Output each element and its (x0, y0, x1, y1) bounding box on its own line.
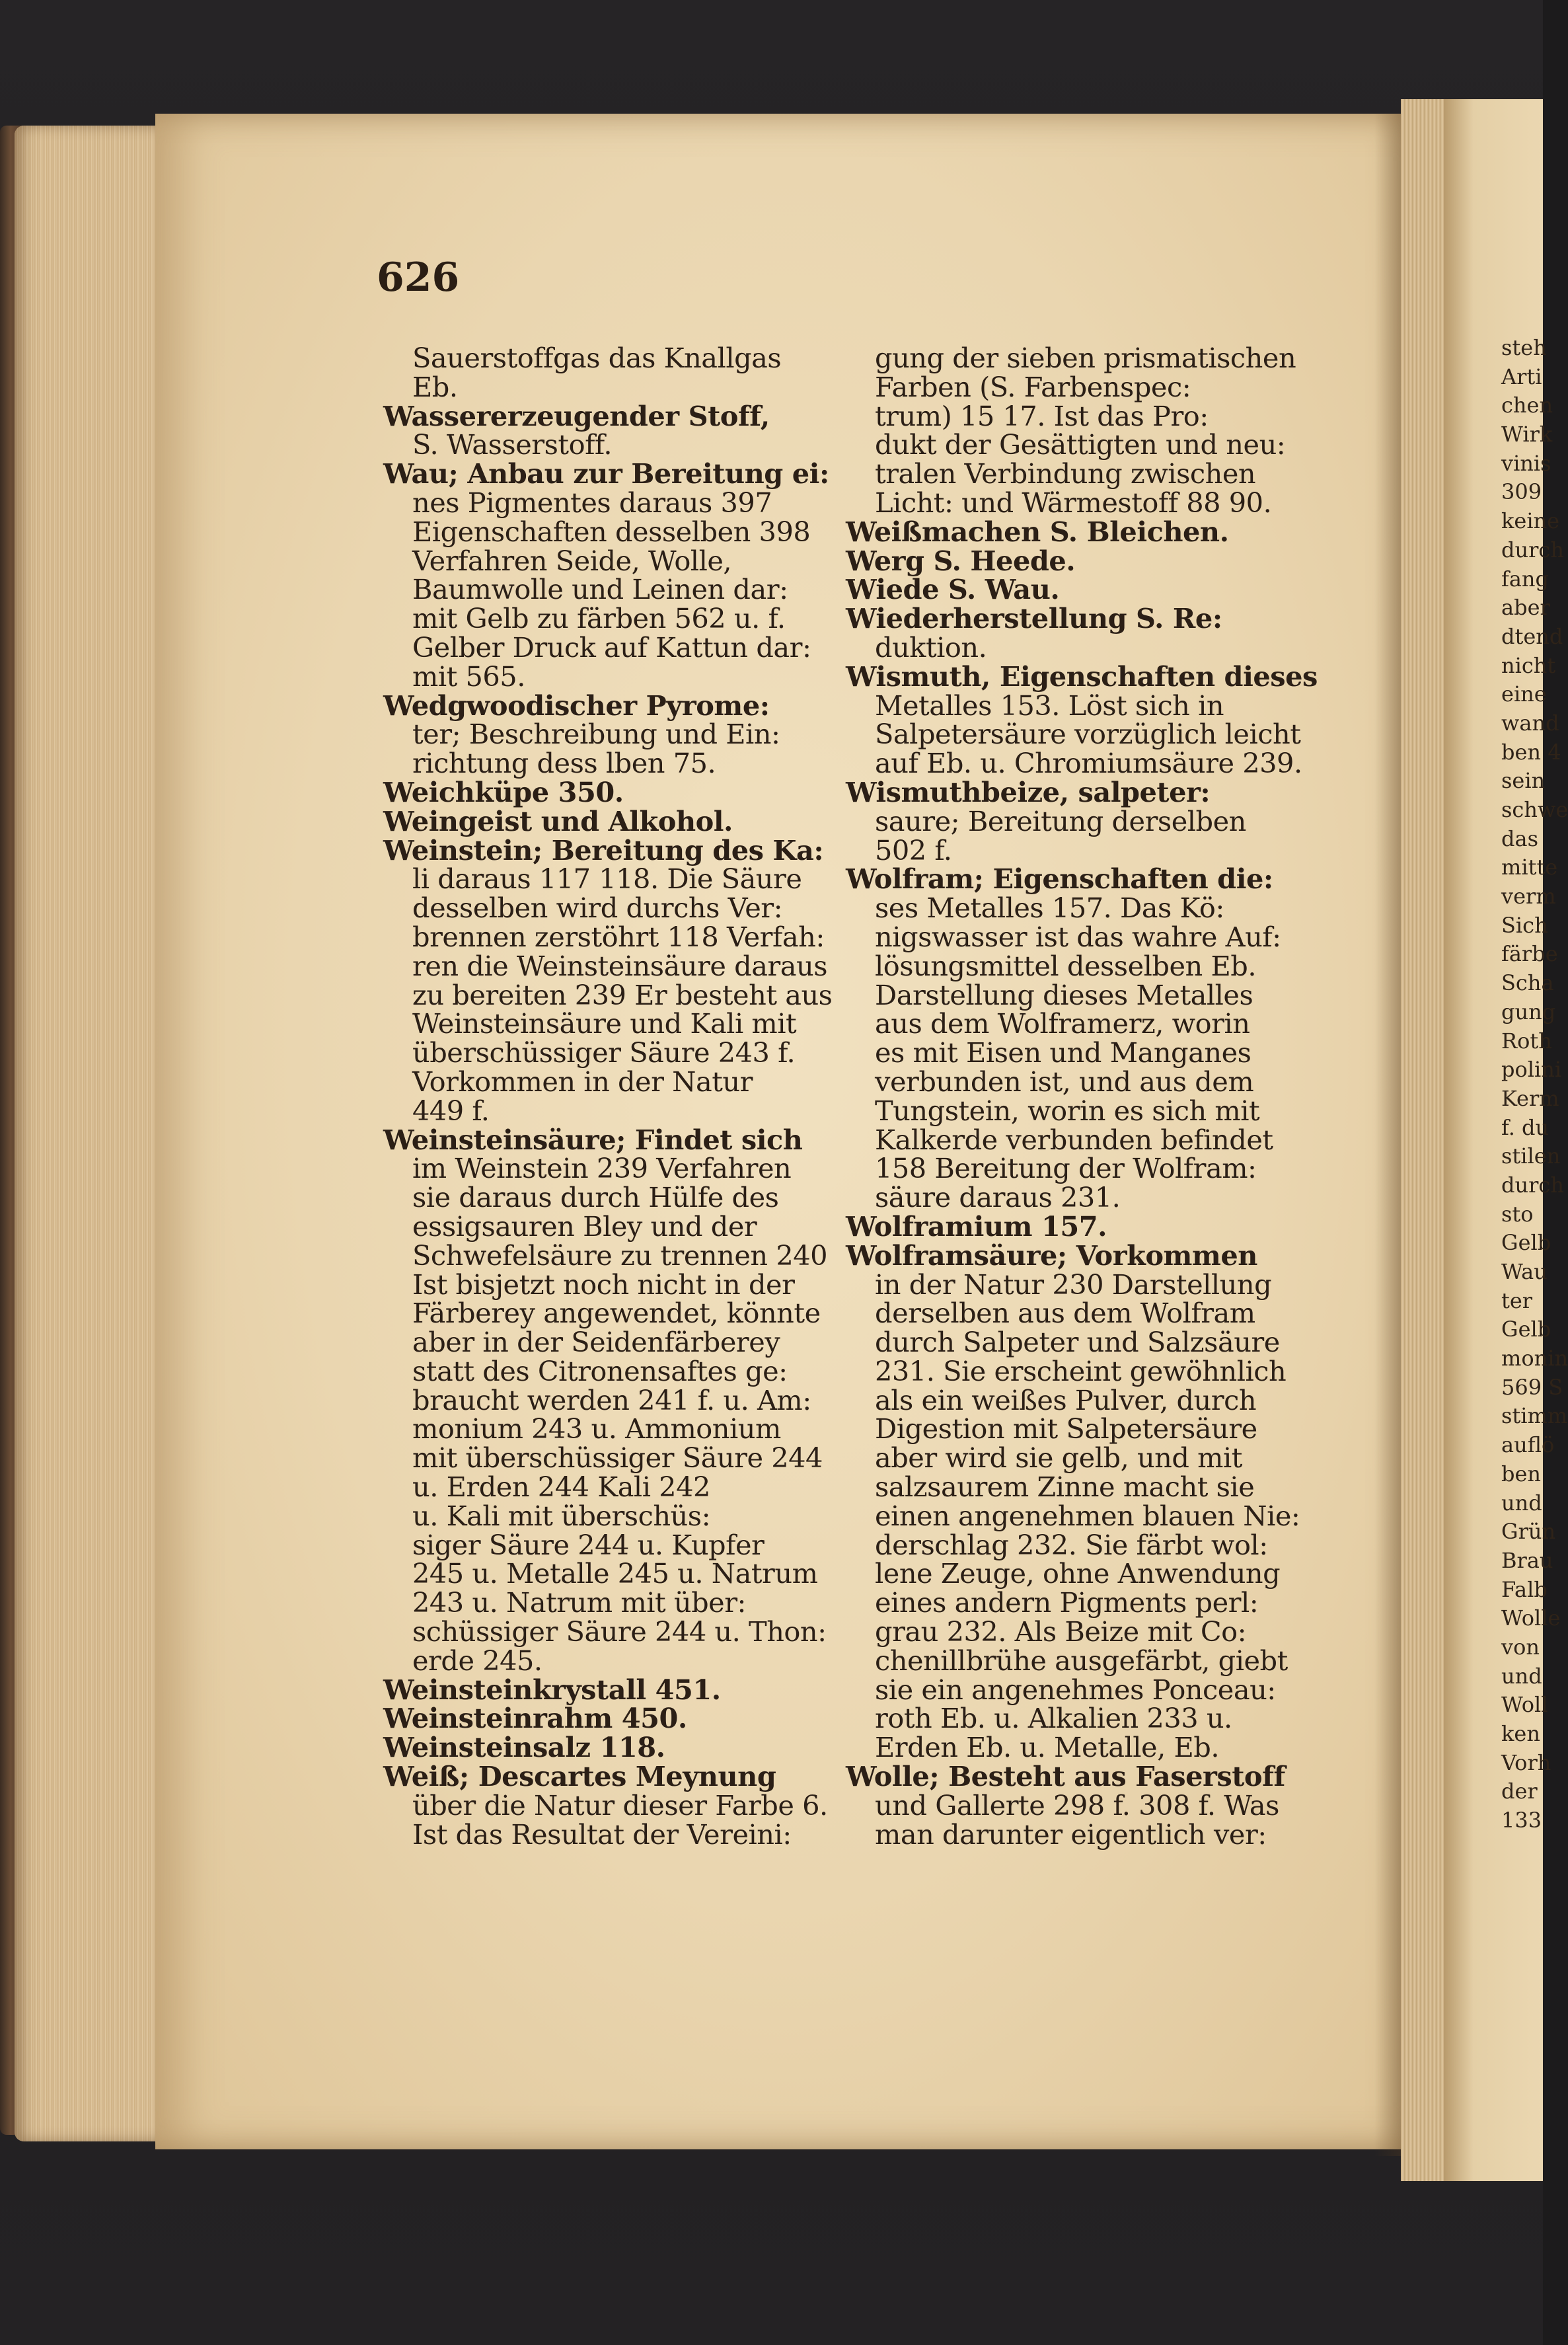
facing-page-fragment: fang (1501, 566, 1549, 592)
text-line: Vorkommen in der Natur (412, 1065, 753, 1098)
text-line: Sauerstoffgas das Knallgas (412, 342, 782, 374)
text-line: Baumwolle und Leinen dar: (412, 573, 788, 606)
text-line: dukt der Gesättigten und neu: (875, 428, 1286, 461)
text-line: aber in der Seidenfärberey (412, 1326, 780, 1359)
text-line: Ist bisjetzt noch nicht in der (412, 1268, 795, 1301)
text-line: sie ein angenehmes Ponceau: (875, 1673, 1276, 1706)
text-line: Wiederherstellung S. Re: (846, 602, 1222, 635)
text-line: 231. Sie erscheint gewöhnlich (875, 1354, 1287, 1387)
facing-page-fragment: sein (1501, 768, 1546, 794)
facing-page-fragment: Roth (1501, 1028, 1552, 1054)
text-line: salzsaurem Zinne macht sie (875, 1471, 1255, 1504)
text-line: Weingeist und Alkohol. (383, 804, 733, 837)
text-line: über die Natur dieser Farbe 6. (412, 1788, 828, 1822)
text-line: Wiede S. Wau. (846, 573, 1060, 606)
facing-page-fragment: stilen (1501, 1143, 1561, 1169)
text-line: derselben aus dem Wolfram (875, 1297, 1255, 1330)
text-line: schüssiger Säure 244 u. Thon: (412, 1615, 827, 1648)
text-line: Weinsteinkrystall 451. (383, 1673, 721, 1706)
text-line: siger Säure 244 u. Kupfer (412, 1528, 765, 1561)
text-line: Weinsteinsalz 118. (383, 1731, 665, 1764)
text-line: Verfahren Seide, Wolle, (412, 544, 732, 577)
text-line: derschlag 232. Sie färbt wol: (875, 1528, 1268, 1561)
text-line: erde 245. (412, 1644, 542, 1677)
text-line: Wedgwoodischer Pyrome: (383, 689, 770, 722)
text-line: lösungsmittel desselben Eb. (875, 949, 1257, 982)
text-line: roth Eb. u. Alkalien 233 u. (875, 1702, 1232, 1735)
facing-page-fragment: mitte (1501, 855, 1558, 880)
facing-page-fragment: ken (1501, 1721, 1540, 1746)
right-text-column (846, 342, 1318, 1851)
text-line: Tungstein, worin es sich mit (875, 1094, 1260, 1127)
text-line: Weinsteinsäure; Findet sich (383, 1123, 803, 1156)
text-line: Licht: und Wärmestoff 88 90. (875, 486, 1272, 519)
text-line: desselben wird durchs Ver: (412, 892, 783, 925)
facing-page-fragment: Scha (1501, 970, 1554, 996)
text-line: Digestion mit Salpetersäure (875, 1412, 1257, 1445)
text-line: Ist das Resultat der Vereini: (412, 1818, 792, 1851)
page-number: 626 (377, 254, 460, 301)
facing-page-fragment: verm (1501, 884, 1556, 909)
text-line: Schwefelsäure zu trennen 240 (412, 1239, 828, 1272)
facing-page-fragment: chen (1501, 393, 1553, 418)
text-line: Wolframium 157. (846, 1210, 1107, 1243)
facing-page-fragment: durch (1501, 537, 1564, 562)
facing-page-fragment: 569 S (1501, 1374, 1563, 1400)
facing-page-fragment: 309 (1501, 479, 1542, 505)
text-line: gung der sieben prismatischen (875, 342, 1296, 374)
text-line: u. Erden 244 Kali 242 (412, 1471, 710, 1504)
facing-page-fragment: f. du (1501, 1114, 1549, 1140)
facing-page-fragment: Arti (1501, 364, 1542, 389)
text-line: ses Metalles 157. Das Kö: (875, 892, 1224, 925)
facing-page-fragment: der (1501, 1779, 1538, 1804)
text-line: lene Zeuge, ohne Anwendung (875, 1557, 1281, 1590)
text-line: einen angenehmen blauen Nie: (875, 1499, 1300, 1532)
text-line: 158 Bereitung der Wolfram: (875, 1152, 1257, 1185)
facing-page-fragment: keine (1501, 508, 1560, 534)
facing-page-fragment: und (1501, 1490, 1542, 1516)
text-line: auf Eb. u. Chromiumsäure 239. (875, 747, 1302, 780)
text-line: S. Wasserstoff. (412, 428, 613, 461)
facing-page-fragment: Woll (1501, 1692, 1548, 1718)
text-line: monium 243 u. Ammonium (412, 1412, 781, 1445)
text-line: Werg S. Heede. (846, 544, 1076, 577)
facing-page-fragment: Wolle (1501, 1605, 1561, 1631)
text-line: als ein weißes Pulver, durch (875, 1383, 1257, 1416)
facing-page-fragment: steh (1501, 335, 1547, 360)
facing-page-fragment: dtend (1501, 623, 1563, 649)
text-line: mit Gelb zu färben 562 u. f. (412, 602, 786, 635)
facing-page-fragment: Sich (1501, 912, 1548, 938)
facing-page-fragment: auflö (1501, 1432, 1555, 1458)
text-line: mit 565. (412, 660, 525, 693)
text-line: in der Natur 230 Darstellung (875, 1268, 1272, 1301)
text-line: Wassererzeugender Stoff, (383, 399, 770, 432)
text-line: u. Kali mit überschüs: (412, 1499, 711, 1532)
text-line: Weinstein; Bereitung des Ka: (383, 833, 824, 866)
facing-page-fragment: Wau (1501, 1259, 1548, 1284)
facing-page-fragment: polini (1501, 1057, 1562, 1083)
text-line: Metalles 153. Löst sich in (875, 689, 1224, 722)
facing-page-fragment: vinis (1501, 450, 1551, 476)
text-line: Wolle; Besteht aus Faserstoff (846, 1760, 1285, 1793)
facing-page-fragment: ben (1501, 1461, 1542, 1486)
facing-page-fragment: aber (1501, 595, 1550, 621)
facing-page-fragment: Vorh (1501, 1749, 1551, 1775)
facing-page-fragment: schwe (1501, 797, 1568, 822)
text-line: Weinsteinrahm 450. (383, 1702, 687, 1735)
text-line: und Gallerte 298 f. 308 f. Was (875, 1788, 1279, 1822)
text-line: Farben (S. Farbenspec: (875, 370, 1191, 403)
text-line: Weißmachen S. Bleichen. (846, 515, 1229, 548)
facing-page-fragment: färbe (1501, 941, 1558, 967)
text-line: säure daraus 231. (875, 1181, 1121, 1214)
text-line: eines andern Pigments perl: (875, 1586, 1259, 1619)
text-line: aus dem Wolframerz, worin (875, 1007, 1250, 1040)
text-line: statt des Citronensaftes ge: (412, 1354, 788, 1387)
text-line: Weiß; Descartes Meynung (383, 1760, 776, 1793)
text-line: durch Salpeter und Salzsäure (875, 1326, 1280, 1359)
text-line: Wau; Anbau zur Bereitung ei: (383, 457, 829, 490)
text-line: Gelber Druck auf Kattun dar: (412, 631, 811, 664)
facing-page-fragment: monin (1501, 1346, 1568, 1371)
facing-page-fragment: Grün (1501, 1519, 1556, 1545)
text-line: ren die Weinsteinsäure daraus (412, 949, 828, 982)
text-line: 449 f. (412, 1094, 490, 1127)
text-line: tralen Verbindung zwischen (875, 457, 1256, 490)
facing-page-fragment: nicht (1501, 652, 1556, 678)
facing-page-fragment: stimm (1501, 1403, 1568, 1429)
text-line: duktion. (875, 631, 987, 664)
text-line: im Weinstein 239 Verfahren (412, 1152, 792, 1185)
facing-page-fragments (1501, 334, 1568, 1835)
text-line: braucht werden 241 f. u. Am: (412, 1383, 811, 1416)
facing-page-fragment: Gelb (1501, 1230, 1551, 1256)
text-line: ter; Beschreibung und Ein: (412, 718, 780, 751)
text-line: nes Pigmentes daraus 397 (412, 486, 772, 519)
text-line: Wismuth, Eigenschaften dieses (846, 660, 1318, 693)
text-line: trum) 15 17. Ist das Pro: (875, 399, 1209, 432)
text-line: Weichküpe 350. (383, 775, 624, 808)
facing-page-fragment: und (1501, 1663, 1542, 1689)
page-edges-left (15, 126, 167, 2141)
facing-page-fragment: Kerm (1501, 1085, 1559, 1111)
facing-page-fragment: Falb (1501, 1576, 1548, 1602)
text-line: essigsauren Bley und der (412, 1210, 757, 1243)
text-line: Weinsteinsäure und Kali mit (412, 1007, 797, 1040)
facing-page-fragment: ben 4 (1501, 739, 1561, 765)
facing-page-fragment: 133 (1501, 1808, 1542, 1833)
text-line: zu bereiten 239 Er besteht aus (412, 978, 833, 1011)
text-line: 243 u. Natrum mit über: (412, 1586, 747, 1619)
text-line: saure; Bereitung derselben (875, 804, 1246, 837)
text-line: Darstellung dieses Metalles (875, 978, 1253, 1011)
text-line: Kalkerde verbunden befindet (875, 1123, 1273, 1156)
facing-page-fragment: von (1501, 1634, 1540, 1660)
text-line: 245 u. Metalle 245 u. Natrum (412, 1557, 818, 1590)
text-line: Wolframsäure; Vorkommen (846, 1239, 1257, 1272)
text-line: man darunter eigentlich ver: (875, 1818, 1267, 1851)
text-line: sie daraus durch Hülfe des (412, 1181, 779, 1214)
text-line: mit überschüssiger Säure 244 (412, 1442, 823, 1475)
text-line: Eb. (412, 370, 458, 403)
text-line: Wolfram; Eigenschaften die: (846, 863, 1273, 896)
text-line: Erden Eb. u. Metalle, Eb. (875, 1731, 1220, 1764)
facing-page-fragment: gung (1501, 999, 1556, 1024)
facing-page-fragment: ter (1501, 1288, 1533, 1313)
text-line: chenillbrühe ausgefärbt, giebt (875, 1644, 1288, 1677)
text-line: li daraus 117 118. Die Säure (412, 863, 802, 896)
facing-page-fragment: das (1501, 826, 1538, 851)
facing-page-fragment: eine (1501, 681, 1547, 707)
facing-page-fragment: sto (1501, 1201, 1534, 1227)
facing-page-fragment: Wirk (1501, 422, 1553, 447)
facing-page-fragment: durch (1501, 1172, 1564, 1198)
text-line: nigswasser ist das wahre Auf: (875, 920, 1281, 953)
text-line: Wismuthbeize, salpeter: (846, 775, 1211, 808)
text-line: verbunden ist, und aus dem (875, 1065, 1254, 1098)
text-line: Eigenschaften desselben 398 (412, 515, 811, 548)
text-line: richtung dess lben 75. (412, 747, 716, 780)
text-line: aber wird sie gelb, und mit (875, 1442, 1242, 1475)
left-text-column (383, 342, 833, 1851)
text-line: überschüssiger Säure 243 f. (412, 1036, 796, 1069)
text-line: 502 f. (875, 833, 952, 866)
text-line: Färberey angewendet, könnte (412, 1297, 821, 1330)
text-line: es mit Eisen und Manganes (875, 1036, 1251, 1069)
facing-page-fragment: Brau (1501, 1547, 1553, 1573)
facing-page-fragment: Gelb (1501, 1317, 1551, 1342)
facing-page-fragment: wand (1501, 710, 1559, 736)
text-line: Salpetersäure vorzüglich leicht (875, 718, 1301, 751)
text-line: grau 232. Als Beize mit Co: (875, 1615, 1247, 1648)
text-line: brennen zerstöhrt 118 Verfah: (412, 920, 825, 953)
